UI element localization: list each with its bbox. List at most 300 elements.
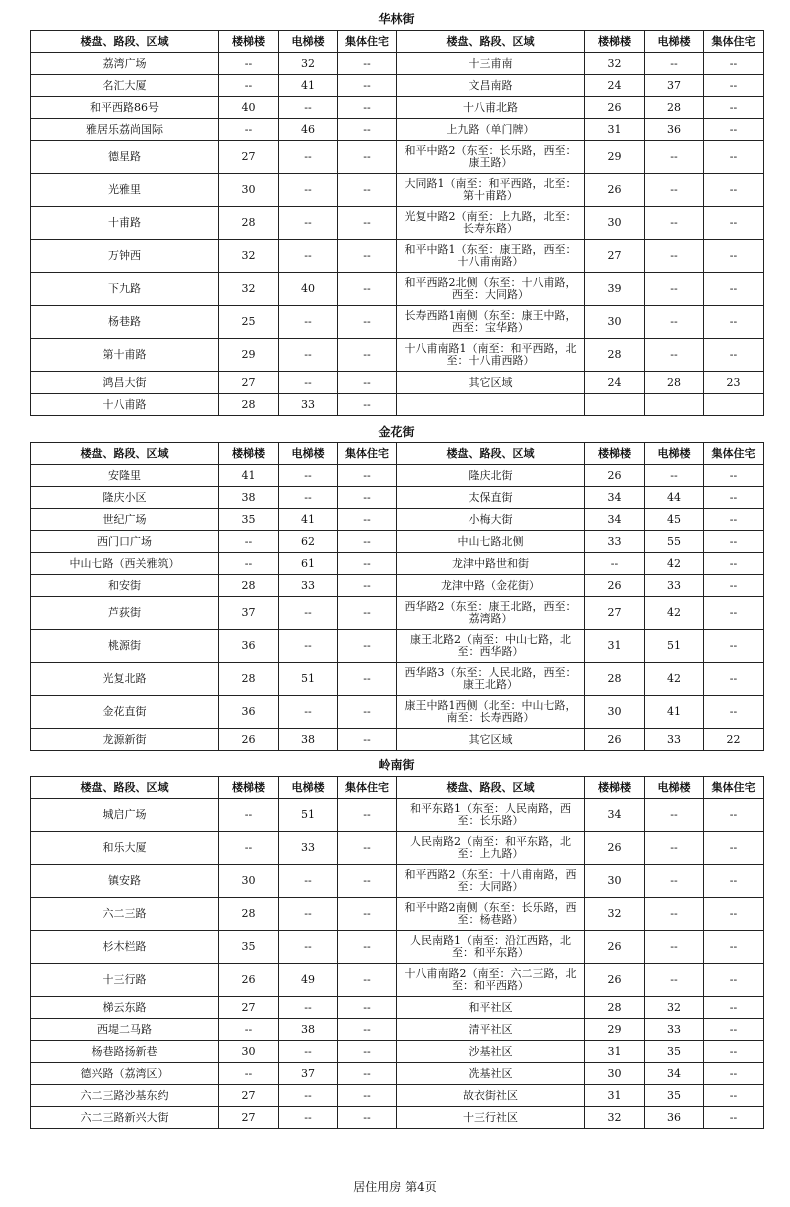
column-header-elevator-left: 电梯楼 [279, 31, 338, 53]
table-row [31, 1041, 764, 1063]
table-row [31, 1107, 764, 1129]
cell-collective-right: -- [704, 553, 764, 575]
table-row [31, 339, 764, 372]
cell-elevator-left: 40 [279, 273, 338, 306]
cell-name-right: 文昌南路 [397, 75, 585, 97]
table-row [31, 729, 764, 751]
cell-elevator-left: -- [279, 931, 338, 964]
cell-name-left: 和安街 [31, 575, 219, 597]
cell-stair-right: 34 [585, 509, 645, 531]
cell-collective-left: -- [338, 141, 397, 174]
cell-elevator-left: -- [279, 865, 338, 898]
cell-collective-left: -- [338, 597, 397, 630]
cell-collective-right: 23 [704, 372, 764, 394]
column-header-name-right: 楼盘、路段、区域 [397, 777, 585, 799]
cell-name-left: 德兴路（荔湾区） [31, 1063, 219, 1085]
table-row [31, 240, 764, 273]
cell-name-right: 十八甫南路1（南至：和平西路，北至：十八甫西路） [397, 339, 585, 372]
cell-collective-left: -- [338, 1107, 397, 1129]
cell-stair-right: 31 [585, 1085, 645, 1107]
cell-elevator-right: 28 [645, 372, 704, 394]
cell-stair-right: -- [585, 553, 645, 575]
cell-name-left: 金花直街 [31, 696, 219, 729]
table-row [31, 97, 764, 119]
cell-collective-left: -- [338, 119, 397, 141]
column-header-stair-left: 楼梯楼 [219, 443, 279, 465]
cell-stair-left: 28 [219, 575, 279, 597]
cell-collective-left: -- [338, 898, 397, 931]
cell-elevator-left: 38 [279, 729, 338, 751]
cell-stair-right: 30 [585, 696, 645, 729]
cell-collective-left: -- [338, 832, 397, 865]
cell-elevator-right: -- [645, 799, 704, 832]
table-row [31, 597, 764, 630]
table-row [31, 509, 764, 531]
cell-collective-right: -- [704, 832, 764, 865]
cell-stair-left: 30 [219, 174, 279, 207]
cell-collective-right [704, 394, 764, 416]
cell-name-left: 和乐大厦 [31, 832, 219, 865]
cell-stair-left: 27 [219, 1085, 279, 1107]
cell-stair-left: 36 [219, 696, 279, 729]
cell-name-right: 小梅大街 [397, 509, 585, 531]
cell-collective-left: -- [338, 1041, 397, 1063]
table-row [31, 898, 764, 931]
cell-stair-right: 32 [585, 53, 645, 75]
cell-stair-right: 26 [585, 964, 645, 997]
cell-elevator-right: 55 [645, 531, 704, 553]
cell-stair-right: 30 [585, 865, 645, 898]
cell-collective-left: -- [338, 696, 397, 729]
cell-collective-left: -- [338, 997, 397, 1019]
cell-name-right: 和平社区 [397, 997, 585, 1019]
cell-elevator-left: -- [279, 306, 338, 339]
section-title-hualin: 华林街 [378, 12, 415, 26]
cell-collective-right: -- [704, 75, 764, 97]
section-title-lingnan: 岭南街 [378, 758, 415, 772]
cell-collective-left: -- [338, 509, 397, 531]
cell-collective-right: -- [704, 1085, 764, 1107]
cell-elevator-left: -- [279, 174, 338, 207]
cell-collective-left: -- [338, 931, 397, 964]
column-header-stair-left: 楼梯楼 [219, 777, 279, 799]
cell-name-left: 六二三路沙基东约 [31, 1085, 219, 1107]
table-row [31, 865, 764, 898]
cell-collective-left: -- [338, 663, 397, 696]
cell-name-left: 镇安路 [31, 865, 219, 898]
cell-name-right: 十八甫南路2（南至：六二三路，北至：和平西路） [397, 964, 585, 997]
cell-elevator-left: 61 [279, 553, 338, 575]
cell-name-left: 德星路 [31, 141, 219, 174]
cell-elevator-left: -- [279, 240, 338, 273]
cell-elevator-right: 33 [645, 575, 704, 597]
table-row [31, 553, 764, 575]
cell-name-right: 和平中路2南侧（东至：长乐路，西至：杨巷路） [397, 898, 585, 931]
cell-stair-left: -- [219, 553, 279, 575]
cell-elevator-right: -- [645, 141, 704, 174]
cell-collective-left: -- [338, 553, 397, 575]
cell-collective-left: -- [338, 75, 397, 97]
cell-collective-left: -- [338, 174, 397, 207]
cell-name-right: 大同路1（南至：和平西路，北至：第十甫路） [397, 174, 585, 207]
cell-stair-left: 41 [219, 465, 279, 487]
cell-name-left: 第十甫路 [31, 339, 219, 372]
cell-name-right: 十三甫南 [397, 53, 585, 75]
cell-stair-left: 25 [219, 306, 279, 339]
cell-elevator-left: -- [279, 465, 338, 487]
cell-collective-right: -- [704, 119, 764, 141]
cell-stair-right: 30 [585, 207, 645, 240]
cell-collective-left: -- [338, 1085, 397, 1107]
cell-collective-right: -- [704, 273, 764, 306]
cell-elevator-right: 42 [645, 663, 704, 696]
cell-stair-left: 32 [219, 240, 279, 273]
cell-elevator-right [645, 394, 704, 416]
cell-collective-left: -- [338, 799, 397, 832]
cell-elevator-left: 33 [279, 575, 338, 597]
cell-elevator-right: 44 [645, 487, 704, 509]
table-row [31, 306, 764, 339]
cell-name-left: 西堤二马路 [31, 1019, 219, 1041]
cell-collective-right: -- [704, 1019, 764, 1041]
cell-name-right: 十三行社区 [397, 1107, 585, 1129]
rent-table-jinhua [30, 442, 764, 751]
cell-name-left: 雅居乐荔尚国际 [31, 119, 219, 141]
cell-name-left: 安隆里 [31, 465, 219, 487]
cell-elevator-right: -- [645, 931, 704, 964]
cell-stair-left: -- [219, 53, 279, 75]
cell-elevator-left: 62 [279, 531, 338, 553]
cell-elevator-right: -- [645, 964, 704, 997]
table-row [31, 394, 764, 416]
cell-elevator-right: -- [645, 273, 704, 306]
table-row [31, 575, 764, 597]
table-row [31, 465, 764, 487]
cell-name-right: 中山七路北侧 [397, 531, 585, 553]
cell-collective-left: -- [338, 575, 397, 597]
column-header-name-left: 楼盘、路段、区域 [31, 443, 219, 465]
cell-elevator-right: -- [645, 240, 704, 273]
cell-elevator-left: 41 [279, 75, 338, 97]
cell-name-left: 龙源新街 [31, 729, 219, 751]
table-row [31, 696, 764, 729]
table-row [31, 931, 764, 964]
table-row [31, 663, 764, 696]
cell-collective-left: -- [338, 394, 397, 416]
cell-name-left: 万钟西 [31, 240, 219, 273]
cell-name-right: 康王北路2（南至：中山七路，北至：西华路） [397, 630, 585, 663]
cell-collective-right: -- [704, 1107, 764, 1129]
cell-collective-right: -- [704, 696, 764, 729]
cell-stair-right: 29 [585, 1019, 645, 1041]
column-header-collective-right: 集体住宅 [704, 777, 764, 799]
cell-collective-left: -- [338, 487, 397, 509]
cell-elevator-left: -- [279, 1107, 338, 1129]
cell-stair-right: 33 [585, 531, 645, 553]
cell-collective-right: -- [704, 53, 764, 75]
cell-elevator-right: 45 [645, 509, 704, 531]
column-header-collective-right: 集体住宅 [704, 31, 764, 53]
cell-name-left: 下九路 [31, 273, 219, 306]
cell-collective-left: -- [338, 339, 397, 372]
cell-collective-left: -- [338, 630, 397, 663]
table-row [31, 964, 764, 997]
cell-stair-right [585, 394, 645, 416]
cell-collective-right: -- [704, 306, 764, 339]
cell-name-left: 世纪广场 [31, 509, 219, 531]
table-row [31, 487, 764, 509]
column-header-collective-right: 集体住宅 [704, 443, 764, 465]
column-header-elevator-left: 电梯楼 [279, 777, 338, 799]
cell-elevator-left: -- [279, 630, 338, 663]
cell-name-left: 光复北路 [31, 663, 219, 696]
cell-collective-left: -- [338, 865, 397, 898]
cell-name-left: 和平西路86号 [31, 97, 219, 119]
cell-stair-left: 28 [219, 394, 279, 416]
cell-collective-right: -- [704, 597, 764, 630]
cell-elevator-left: 51 [279, 663, 338, 696]
column-header-name-right: 楼盘、路段、区域 [397, 31, 585, 53]
cell-name-right: 光复中路2（南至：上九路，北至：长寿东路） [397, 207, 585, 240]
cell-name-left: 荔湾广场 [31, 53, 219, 75]
cell-collective-left: -- [338, 240, 397, 273]
table-row [31, 141, 764, 174]
cell-name-left: 中山七路（西关雅筑） [31, 553, 219, 575]
cell-stair-left: 38 [219, 487, 279, 509]
cell-stair-left: 30 [219, 865, 279, 898]
cell-stair-right: 32 [585, 898, 645, 931]
column-header-name-right: 楼盘、路段、区域 [397, 443, 585, 465]
cell-stair-right: 30 [585, 306, 645, 339]
cell-elevator-left: 32 [279, 53, 338, 75]
cell-stair-right: 26 [585, 832, 645, 865]
cell-elevator-left: 41 [279, 509, 338, 531]
cell-name-right: 人民南路2（南至：和平东路，北至：上九路） [397, 832, 585, 865]
table-row [31, 174, 764, 207]
cell-elevator-left: -- [279, 597, 338, 630]
column-header-name-left: 楼盘、路段、区域 [31, 777, 219, 799]
cell-stair-right: 30 [585, 1063, 645, 1085]
cell-stair-left: 27 [219, 997, 279, 1019]
cell-name-right: 康王中路1西侧（北至：中山七路，南至：长寿西路） [397, 696, 585, 729]
cell-name-right: 和平中路1（东至：康王路，西至：十八甫南路） [397, 240, 585, 273]
rent-table-lingnan [30, 776, 764, 1129]
cell-collective-left: -- [338, 273, 397, 306]
table-row [31, 1085, 764, 1107]
cell-stair-right: 24 [585, 372, 645, 394]
table-header-row [31, 777, 764, 799]
cell-name-right: 人民南路1（南至：沿江西路，北至：和平东路） [397, 931, 585, 964]
cell-elevator-right: 33 [645, 1019, 704, 1041]
cell-stair-right: 29 [585, 141, 645, 174]
table-row [31, 1019, 764, 1041]
cell-collective-right: -- [704, 1041, 764, 1063]
cell-stair-left: 37 [219, 597, 279, 630]
cell-collective-right: -- [704, 97, 764, 119]
cell-name-right: 十八甫北路 [397, 97, 585, 119]
cell-name-right: 龙津中路世和街 [397, 553, 585, 575]
cell-name-right: 龙津中路（金花街） [397, 575, 585, 597]
cell-name-right: 长寿西路1南侧（东至：康王中路，西至：宝华路） [397, 306, 585, 339]
cell-name-right: 和平西路2（东至：十八甫南路，西至：大同路） [397, 865, 585, 898]
cell-stair-right: 28 [585, 339, 645, 372]
cell-elevator-right: 36 [645, 119, 704, 141]
column-header-elevator-left: 电梯楼 [279, 443, 338, 465]
table-row [31, 799, 764, 832]
cell-stair-right: 26 [585, 97, 645, 119]
cell-stair-left: -- [219, 1063, 279, 1085]
cell-name-right: 沙基社区 [397, 1041, 585, 1063]
cell-name-left: 城启广场 [31, 799, 219, 832]
cell-stair-left: 26 [219, 964, 279, 997]
cell-collective-right: -- [704, 339, 764, 372]
cell-elevator-left: -- [279, 997, 338, 1019]
column-header-collective-left: 集体住宅 [338, 777, 397, 799]
cell-elevator-left: 33 [279, 832, 338, 865]
rent-table-hualin [30, 30, 764, 416]
cell-name-left: 桃源街 [31, 630, 219, 663]
cell-name-right: 太保直街 [397, 487, 585, 509]
cell-elevator-right: 37 [645, 75, 704, 97]
cell-collective-left: -- [338, 207, 397, 240]
cell-collective-right: -- [704, 509, 764, 531]
cell-collective-right: -- [704, 531, 764, 553]
cell-stair-right: 27 [585, 240, 645, 273]
cell-collective-left: -- [338, 729, 397, 751]
cell-elevator-right: 36 [645, 1107, 704, 1129]
cell-name-right: 西华路3（东至：人民北路，西至：康王北路） [397, 663, 585, 696]
table-header-row [31, 443, 764, 465]
cell-name-left: 梯云东路 [31, 997, 219, 1019]
cell-elevator-right: 28 [645, 97, 704, 119]
cell-name-left: 十八甫路 [31, 394, 219, 416]
table-row [31, 273, 764, 306]
cell-elevator-right: 42 [645, 597, 704, 630]
cell-elevator-left: -- [279, 97, 338, 119]
column-header-collective-left: 集体住宅 [338, 443, 397, 465]
cell-stair-right: 34 [585, 799, 645, 832]
cell-name-left: 杨巷路 [31, 306, 219, 339]
section-title-jinhua: 金花街 [378, 425, 415, 439]
cell-name-right: 西华路2（东至：康王北路，西至：荔湾路） [397, 597, 585, 630]
table-row [31, 75, 764, 97]
cell-elevator-left: -- [279, 1041, 338, 1063]
cell-elevator-left: -- [279, 696, 338, 729]
cell-elevator-left: 49 [279, 964, 338, 997]
column-header-collective-left: 集体住宅 [338, 31, 397, 53]
cell-name-left: 芦荻街 [31, 597, 219, 630]
column-header-elevator-right: 电梯楼 [645, 31, 704, 53]
table-row [31, 207, 764, 240]
cell-collective-right: -- [704, 865, 764, 898]
cell-elevator-right: 42 [645, 553, 704, 575]
cell-name-right: 清平社区 [397, 1019, 585, 1041]
cell-collective-left: -- [338, 465, 397, 487]
cell-stair-right: 39 [585, 273, 645, 306]
cell-collective-right: -- [704, 465, 764, 487]
cell-elevator-left: -- [279, 898, 338, 931]
cell-stair-left: -- [219, 75, 279, 97]
cell-stair-left: 29 [219, 339, 279, 372]
cell-collective-right: -- [704, 240, 764, 273]
cell-stair-left: 27 [219, 141, 279, 174]
cell-collective-right: -- [704, 630, 764, 663]
cell-collective-right: -- [704, 997, 764, 1019]
cell-stair-right: 31 [585, 1041, 645, 1063]
cell-collective-left: -- [338, 53, 397, 75]
cell-name-left: 鸿昌大街 [31, 372, 219, 394]
cell-stair-left: 35 [219, 509, 279, 531]
table-row [31, 832, 764, 865]
cell-stair-right: 26 [585, 729, 645, 751]
cell-elevator-right: -- [645, 174, 704, 207]
cell-collective-right: -- [704, 141, 764, 174]
cell-collective-left: -- [338, 306, 397, 339]
cell-stair-left: -- [219, 832, 279, 865]
table-row [31, 997, 764, 1019]
cell-name-left: 杨巷路扬新巷 [31, 1041, 219, 1063]
cell-name-left: 六二三路 [31, 898, 219, 931]
cell-stair-left: 30 [219, 1041, 279, 1063]
cell-elevator-right: -- [645, 898, 704, 931]
cell-elevator-right: 51 [645, 630, 704, 663]
cell-collective-right: -- [704, 898, 764, 931]
cell-stair-right: 31 [585, 119, 645, 141]
cell-elevator-left: 37 [279, 1063, 338, 1085]
cell-stair-left: 27 [219, 1107, 279, 1129]
cell-stair-left: 32 [219, 273, 279, 306]
cell-stair-left: 40 [219, 97, 279, 119]
cell-collective-right: -- [704, 663, 764, 696]
cell-name-left: 六二三路新兴大街 [31, 1107, 219, 1129]
cell-name-right: 隆庆北街 [397, 465, 585, 487]
cell-elevator-right: 32 [645, 997, 704, 1019]
cell-collective-left: -- [338, 964, 397, 997]
column-header-name-left: 楼盘、路段、区域 [31, 31, 219, 53]
cell-collective-right: 22 [704, 729, 764, 751]
table-row [31, 119, 764, 141]
cell-collective-right: -- [704, 799, 764, 832]
cell-elevator-right: -- [645, 339, 704, 372]
cell-name-left: 杉木栏路 [31, 931, 219, 964]
cell-stair-left: 27 [219, 372, 279, 394]
cell-elevator-right: -- [645, 832, 704, 865]
cell-elevator-left: -- [279, 207, 338, 240]
cell-elevator-left: -- [279, 339, 338, 372]
cell-stair-right: 26 [585, 575, 645, 597]
cell-stair-right: 26 [585, 931, 645, 964]
cell-name-right: 其它区域 [397, 729, 585, 751]
cell-stair-left: -- [219, 1019, 279, 1041]
cell-name-right [397, 394, 585, 416]
column-header-stair-left: 楼梯楼 [219, 31, 279, 53]
cell-stair-left: -- [219, 119, 279, 141]
cell-name-left: 十三行路 [31, 964, 219, 997]
cell-collective-right: -- [704, 174, 764, 207]
column-header-elevator-right: 电梯楼 [645, 443, 704, 465]
cell-stair-left: 28 [219, 663, 279, 696]
cell-stair-left: 26 [219, 729, 279, 751]
cell-stair-right: 28 [585, 997, 645, 1019]
cell-collective-right: -- [704, 487, 764, 509]
cell-elevator-right: 35 [645, 1085, 704, 1107]
column-header-stair-right: 楼梯楼 [585, 777, 645, 799]
cell-elevator-right: 34 [645, 1063, 704, 1085]
cell-collective-right: -- [704, 207, 764, 240]
cell-collective-left: -- [338, 372, 397, 394]
cell-elevator-left: -- [279, 1085, 338, 1107]
cell-elevator-right: -- [645, 465, 704, 487]
